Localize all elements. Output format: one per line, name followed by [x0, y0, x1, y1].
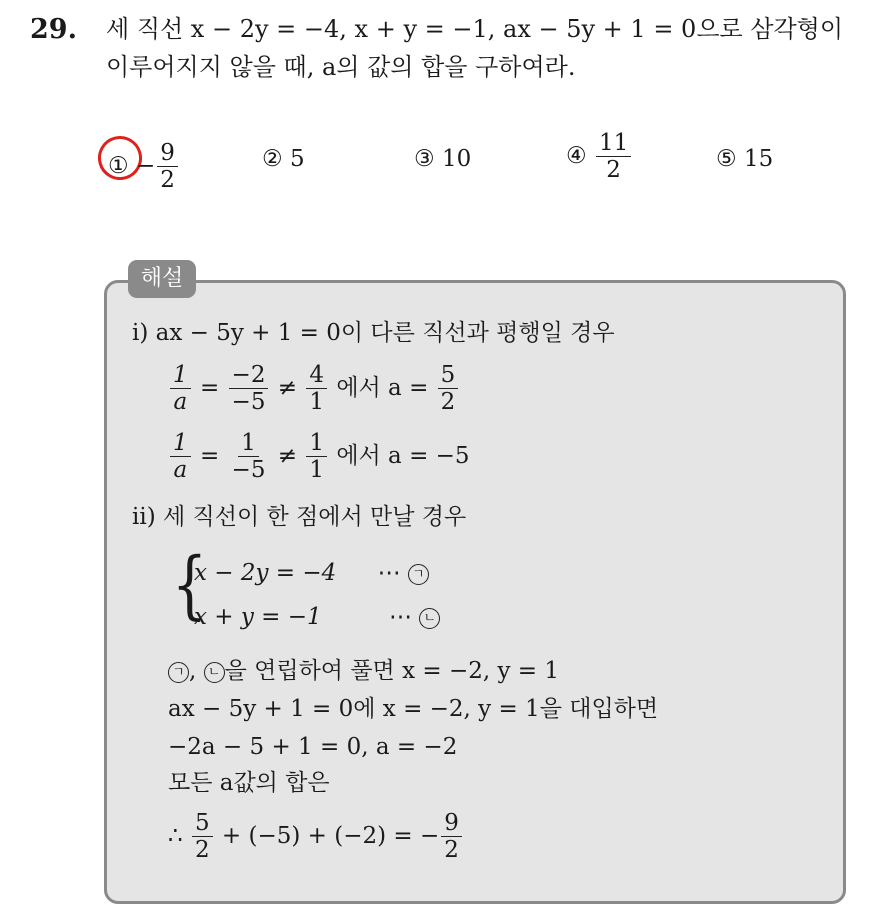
frac-num: 5: [192, 810, 213, 837]
dots: ⋯: [388, 604, 412, 630]
choice-4-denominator: 2: [606, 157, 621, 184]
case1-equation2: [168, 430, 470, 484]
frac-num: 5: [438, 362, 459, 389]
frac-den: 2: [194, 837, 210, 864]
choice-3-value: 10: [441, 146, 472, 172]
label-mark-giyeok: ㄱ: [168, 662, 189, 683]
final-expression: + (−5) + (−2) = −: [221, 822, 440, 849]
choice-5-value: 15: [743, 146, 774, 172]
question-text-line2: 이루어지지 않을 때, a의 값의 합을 구하여라.: [106, 53, 576, 81]
frac-den: 1: [309, 457, 324, 484]
frac-num: 4: [306, 362, 327, 389]
frac-num: 1: [238, 430, 259, 457]
dots: ⋯: [377, 560, 401, 586]
choice-2-label: ②: [262, 146, 283, 172]
result-text: 에서 a =: [336, 374, 429, 401]
frac-num: 1: [170, 430, 191, 457]
equation-text: x + y = −1: [194, 604, 322, 630]
choice-5[interactable]: [716, 146, 773, 172]
choice-1-sign: −: [135, 152, 156, 179]
choice-4-label: ④: [566, 142, 587, 169]
equals-sign: =: [199, 374, 220, 401]
choice-1-fraction: [157, 140, 178, 194]
choice-2-value: 5: [289, 146, 305, 172]
choice-1-numerator: 9: [157, 140, 178, 167]
choice-1[interactable]: [108, 140, 180, 194]
label-mark-giyeok: ㄱ: [408, 564, 429, 585]
frac-den: −5: [231, 389, 266, 416]
question-text-line1: 세 직선 x − 2y = −4, x + y = −1, ax − 5y + 1 = 0으로 삼각형이: [106, 15, 844, 43]
frac-num: 1: [306, 430, 327, 457]
system-equation-2: [194, 602, 440, 632]
case1-equation1: [168, 362, 460, 416]
system-equation-1: [194, 558, 429, 588]
choice-1-denominator: 2: [160, 167, 175, 194]
frac-num: 9: [441, 810, 462, 837]
frac-num: −2: [229, 362, 269, 389]
step1-line: ㄱ , ㄴ 을 연립하여 풀면 x = −2, y = 1: [168, 656, 559, 686]
question-number: 29.: [30, 14, 77, 45]
step3-line: −2a − 5 + 1 = 0, a = −2: [168, 734, 458, 760]
frac-den: −5: [231, 457, 266, 484]
equals-sign: =: [199, 442, 220, 469]
therefore-sign: ∴: [168, 822, 183, 849]
choice-2[interactable]: [262, 146, 305, 172]
frac-den: 2: [440, 389, 456, 416]
system-brace: {: [171, 542, 208, 628]
equation-text: x − 2y = −4: [194, 560, 337, 586]
case2-header: ⅱ) 세 직선이 한 점에서 만날 경우: [132, 504, 467, 530]
step2-line: ax − 5y + 1 = 0에 x = −2, y = 1을 대입하면: [168, 696, 659, 722]
choice-4-fraction: [596, 130, 631, 184]
choice-1-label: ①: [108, 152, 129, 179]
step1-text: 을 연립하여 풀면 x = −2, y = 1: [224, 658, 559, 684]
result-text: 에서 a = −5: [336, 442, 470, 469]
not-equal-sign: ≠: [277, 374, 298, 401]
solution-title: 해설: [128, 260, 196, 298]
choice-5-label: ⑤: [716, 146, 737, 172]
final-answer-line: [168, 810, 464, 864]
not-equal-sign: ≠: [277, 442, 298, 469]
case1-header: ⅰ) ax − 5y + 1 = 0이 다른 직선과 평행일 경우: [132, 320, 615, 346]
frac-den: a: [173, 389, 188, 416]
choice-4[interactable]: [566, 130, 633, 184]
label-mark-nieun: ㄴ: [204, 662, 225, 683]
choice-4-numerator: 11: [596, 130, 631, 157]
label-mark-nieun: ㄴ: [419, 608, 440, 629]
frac-den: 1: [309, 389, 324, 416]
frac-den: a: [173, 457, 188, 484]
frac-num: 1: [170, 362, 191, 389]
choice-3[interactable]: [414, 146, 471, 172]
step4-line: 모든 a값의 합은: [168, 770, 330, 796]
choice-3-label: ③: [414, 146, 435, 172]
frac-den: 2: [444, 837, 459, 864]
